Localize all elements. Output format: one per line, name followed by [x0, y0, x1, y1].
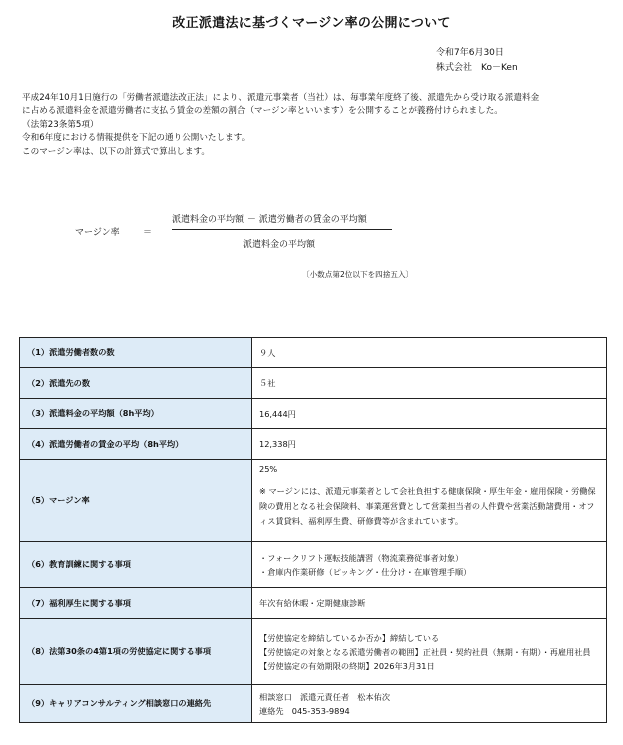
- table-row: [20, 429, 607, 460]
- fraction-bar: [172, 229, 392, 230]
- list-item: 【労使協定を締結しているか否か】締結している: [259, 632, 440, 643]
- margin-explanation: ※ マージンには、派遣元事業者として会社負担する健康保険・厚生年金・雇用保険・労働保険の費用となる社会保険料、事業運営費として営業担当者の人件費や営業活動諸費用・オフィス賃貸料、福利厚生費、研修費等が含まれています。: [259, 486, 596, 526]
- row-label: （4）派遣労働者の賃金の平均（8h平均）: [20, 429, 252, 460]
- formula-denominator: 派遣料金の平均額: [243, 240, 316, 250]
- company-name: 株式会社 Ko－Ken: [436, 63, 518, 73]
- list-item: 【労使協定の有効期限の終期】2026年3月31日: [259, 660, 435, 671]
- table-row: [20, 588, 607, 619]
- table-row: [20, 685, 607, 723]
- table-row: [20, 368, 607, 399]
- row-value: [252, 460, 607, 542]
- table-row: [20, 399, 607, 429]
- intro-paragraph: [22, 92, 602, 159]
- row-value: ９人: [252, 338, 607, 368]
- row-label: （8）法第30条の4第1項の労使協定に関する事項: [20, 619, 252, 685]
- formula-numerator: 派遣料金の平均額 － 派遣労働者の賃金の平均額: [172, 215, 367, 225]
- intro-line: （法第23条第5項）: [22, 119, 99, 130]
- row-label: （6）教育訓練に関する事項: [20, 542, 252, 588]
- table-row: [20, 338, 607, 368]
- row-label: （5）マージン率: [20, 460, 252, 542]
- row-value: 12,338円: [252, 429, 607, 460]
- row-label: （2）派遣先の数: [20, 368, 252, 399]
- row-label: （3）派遣料金の平均額（8h平均）: [20, 399, 252, 429]
- row-value: 16,444円: [252, 399, 607, 429]
- table-row: [20, 460, 607, 542]
- row-label: （1）派遣労働者数の数: [20, 338, 252, 368]
- intro-line: 平成24年10月1日施行の「労働者派遣法改正法」により、派遣元事業者（当社）は、毎事業年度終了後、派遣先から受け取る派遣料金: [22, 93, 540, 103]
- row-value: [252, 542, 607, 588]
- margin-rate-value: 25%: [259, 464, 278, 474]
- row-value: ５社: [252, 368, 607, 399]
- disclosure-table: [19, 337, 607, 723]
- publication-date: 令和7年6月30日: [436, 48, 504, 58]
- row-value: [252, 619, 607, 685]
- list-item: 相談窓口 派遣元責任者 松本佑次: [259, 691, 391, 702]
- row-label: （7）福利厚生に関する事項: [20, 588, 252, 619]
- page-title: 改正派遣法に基づくマージン率の公開について: [172, 16, 451, 31]
- row-value: [252, 685, 607, 723]
- intro-line: 令和6年度における情報提供を下記の通り公開いたします。: [22, 133, 251, 144]
- row-label: （9）キャリアコンサルティング相談窓口の連絡先: [20, 685, 252, 723]
- formula-label: マージン率: [75, 228, 120, 238]
- table-row: [20, 619, 607, 685]
- intro-line: に占める派遣料金を派遣労働者に支払う賃金の差額の割合（マージン率といいます）を公開することが義務付けられました。: [22, 106, 503, 117]
- intro-line: このマージン率は、以下の計算式で算出します。: [22, 146, 210, 157]
- list-item: ・フォークリフト運転技能講習（物流業務従事者対象）: [259, 552, 464, 563]
- formula-equals: ＝: [143, 228, 153, 238]
- list-item: 【労使協定の対象となる派遣労働者の範囲】正社員・契約社員（無期・有期）・再雇用社員: [259, 646, 591, 657]
- list-item: ・倉庫内作業研修（ピッキング・仕分け・在庫管理手順）: [259, 566, 472, 577]
- rounding-note: 〔小数点第2位以下を四捨五入〕: [302, 270, 414, 279]
- row-value: 年次有給休暇・定期健康診断: [252, 588, 607, 619]
- list-item: 連絡先 045-353-9894: [259, 705, 350, 716]
- table-row: [20, 542, 607, 588]
